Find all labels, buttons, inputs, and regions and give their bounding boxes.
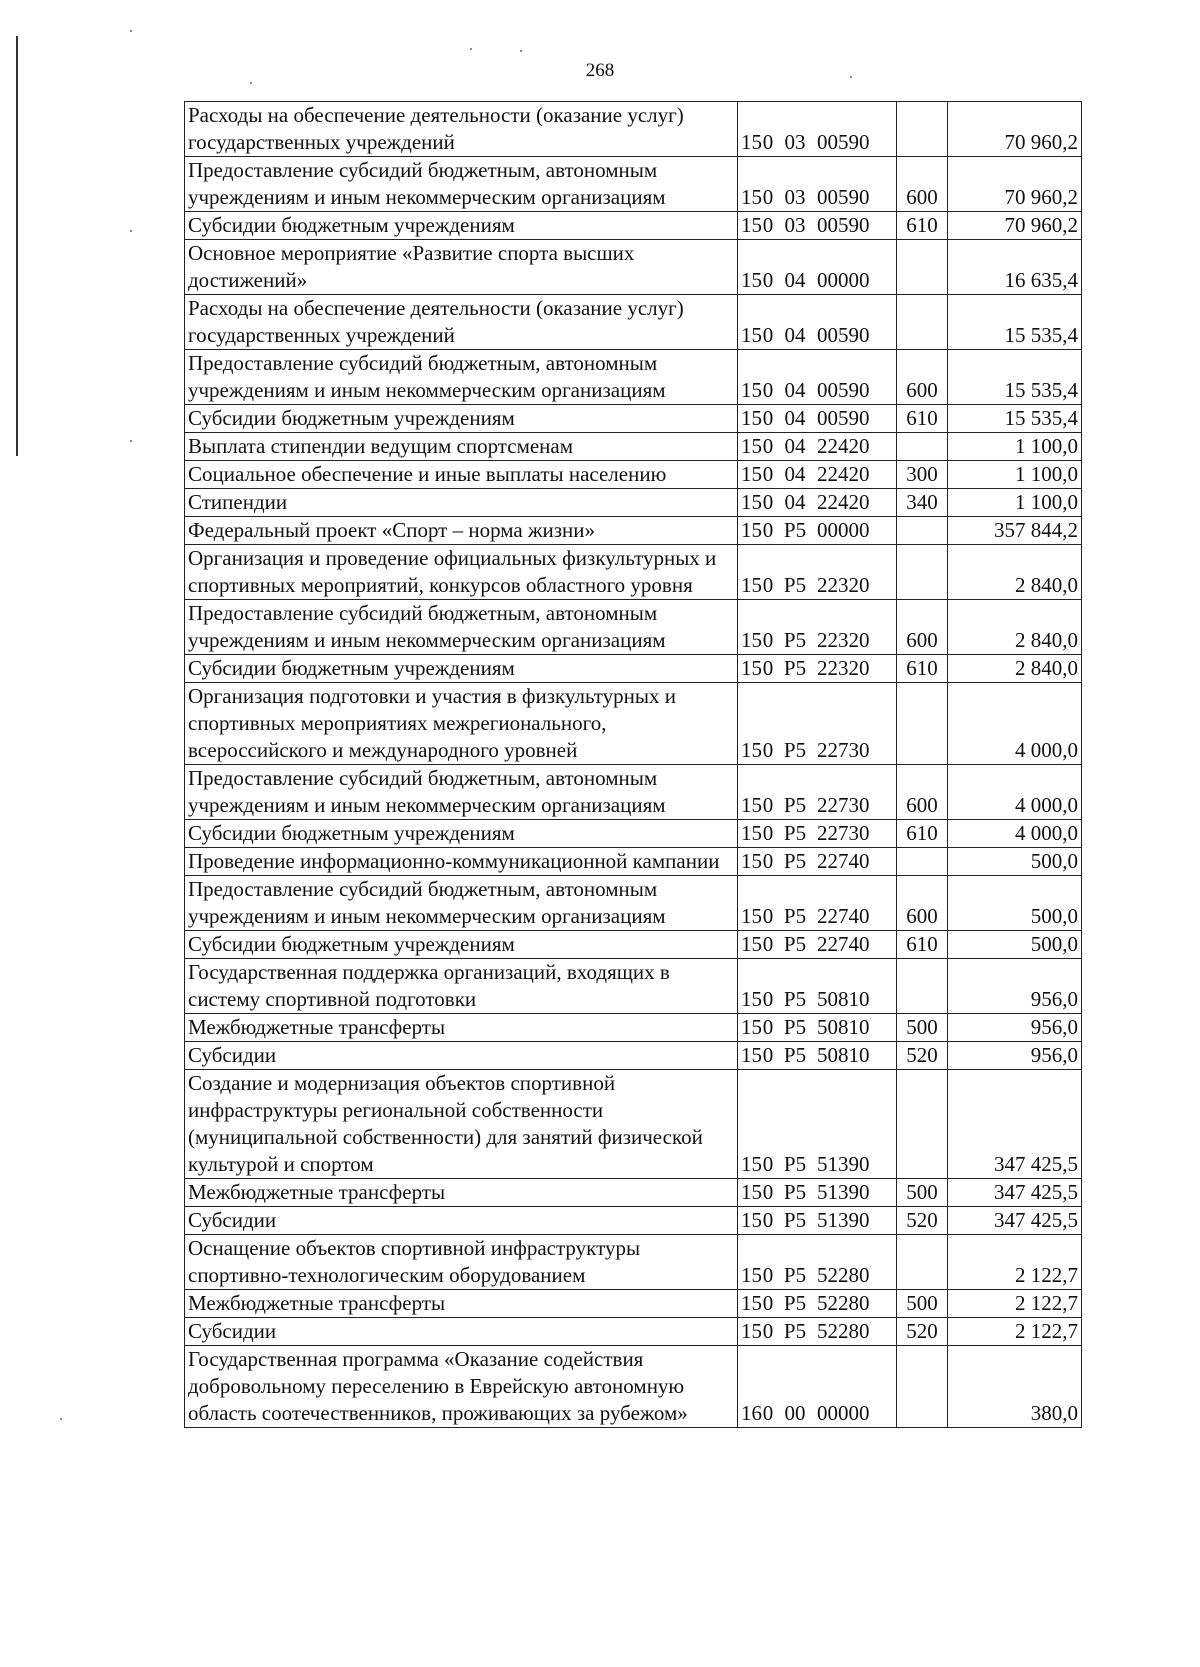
amount-cell: 2 122,7: [948, 1235, 1082, 1290]
table-row: [185, 212, 1082, 240]
amount-cell: 1 100,0: [948, 433, 1082, 461]
subprogram-code: 0: [762, 490, 774, 514]
table-row: [185, 157, 1082, 212]
scan-speck: [130, 30, 132, 32]
program-code: 15: [741, 573, 762, 597]
table-row: [185, 1346, 1082, 1428]
table-row: [185, 820, 1082, 848]
table-row: [185, 350, 1082, 405]
amount-cell: 347 425,5: [948, 1070, 1082, 1179]
table-row: [185, 1014, 1082, 1042]
program-code: 15: [741, 656, 762, 680]
program-code: 15: [741, 1015, 762, 1039]
activity-code: P5: [783, 1263, 807, 1287]
target-article-code-cell: [738, 1179, 897, 1207]
program-code: 15: [741, 406, 762, 430]
target-article-code-cell: [738, 655, 897, 683]
direction-code: 22740: [817, 904, 870, 928]
expense-name-cell: Предоставление субсидий бюджетным, автономным учреждениям и иным некоммерческим организациям: [185, 876, 738, 931]
subprogram-code: 0: [762, 628, 774, 652]
program-code: 15: [741, 904, 762, 928]
program-code: 15: [741, 1152, 762, 1176]
target-article-code-cell: [738, 959, 897, 1014]
program-code: 15: [741, 1263, 762, 1287]
expense-name-cell: Организация подготовки и участия в физкультурных и спортивных мероприятиях межрегионального, всероссийского и международного уровней: [185, 683, 738, 765]
direction-code: 00000: [817, 268, 870, 292]
expense-type-cell: [897, 959, 948, 1014]
expense-type-cell: 500: [897, 1179, 948, 1207]
direction-code: 00590: [817, 213, 870, 237]
expense-name-cell: Субсидии бюджетным учреждениям: [185, 931, 738, 959]
program-code: 15: [741, 738, 762, 762]
amount-cell: 4 000,0: [948, 765, 1082, 820]
table-row: [185, 876, 1082, 931]
subprogram-code: 0: [762, 462, 774, 486]
activity-code: P5: [783, 1291, 807, 1315]
target-article-code-cell: [738, 350, 897, 405]
expense-type-cell: 520: [897, 1042, 948, 1070]
amount-cell: 956,0: [948, 959, 1082, 1014]
target-article-code-cell: [738, 931, 897, 959]
target-article-code-cell: [738, 876, 897, 931]
table-row: [185, 489, 1082, 517]
direction-code: 22420: [817, 490, 870, 514]
activity-code: P5: [783, 849, 807, 873]
table-row: [185, 1042, 1082, 1070]
activity-code: P5: [783, 1152, 807, 1176]
amount-cell: 2 840,0: [948, 655, 1082, 683]
expense-name-cell: Предоставление субсидий бюджетным, автономным учреждениям и иным некоммерческим организациям: [185, 600, 738, 655]
expense-name-cell: Субсидии бюджетным учреждениям: [185, 655, 738, 683]
expense-type-cell: [897, 240, 948, 295]
expense-name-cell: Межбюджетные трансферты: [185, 1179, 738, 1207]
amount-cell: 500,0: [948, 876, 1082, 931]
direction-code: 52280: [817, 1291, 870, 1315]
activity-code: P5: [783, 628, 807, 652]
amount-cell: 15 535,4: [948, 405, 1082, 433]
table-row: [185, 1070, 1082, 1179]
table-row: [185, 600, 1082, 655]
expense-name-cell: Субсидии: [185, 1318, 738, 1346]
expense-name-cell: Создание и модернизация объектов спортивной инфраструктуры региональной собственности (муниципальной собственности) для занятий физической культурой и спортом: [185, 1070, 738, 1179]
subprogram-code: 0: [762, 932, 774, 956]
program-code: 15: [741, 268, 762, 292]
direction-code: 22740: [817, 849, 870, 873]
target-article-code-cell: [738, 683, 897, 765]
amount-cell: 347 425,5: [948, 1179, 1082, 1207]
expense-name-cell: Субсидии бюджетным учреждениям: [185, 212, 738, 240]
activity-code: P5: [783, 573, 807, 597]
expense-name-cell: Государственная поддержка организаций, входящих в систему спортивной подготовки: [185, 959, 738, 1014]
amount-cell: 15 535,4: [948, 350, 1082, 405]
expense-name-cell: Предоставление субсидий бюджетным, автономным учреждениям и иным некоммерческим организациям: [185, 765, 738, 820]
scan-margin-line: [16, 36, 18, 456]
subprogram-code: 0: [762, 1319, 774, 1343]
activity-code: 04: [784, 268, 806, 292]
scan-speck: [520, 50, 522, 52]
activity-code: 04: [784, 490, 806, 514]
table-row: [185, 295, 1082, 350]
expense-type-cell: 610: [897, 820, 948, 848]
direction-code: 22320: [817, 573, 870, 597]
expense-name-cell: Субсидии: [185, 1042, 738, 1070]
expense-type-cell: 340: [897, 489, 948, 517]
program-code: 15: [741, 1291, 762, 1315]
amount-cell: 1 100,0: [948, 461, 1082, 489]
subprogram-code: 0: [762, 1263, 774, 1287]
activity-code: P5: [783, 518, 807, 542]
expense-name-cell: Организация и проведение официальных физкультурных и спортивных мероприятий, конкурсов областного уровня: [185, 545, 738, 600]
expense-name-cell: Предоставление субсидий бюджетным, автономным учреждениям и иным некоммерческим организациям: [185, 350, 738, 405]
program-code: 15: [741, 462, 762, 486]
program-code: 15: [741, 628, 762, 652]
subprogram-code: 0: [762, 268, 774, 292]
target-article-code-cell: [738, 1290, 897, 1318]
amount-cell: 357 844,2: [948, 517, 1082, 545]
expense-type-cell: 600: [897, 350, 948, 405]
expense-type-cell: [897, 683, 948, 765]
table-row: [185, 517, 1082, 545]
direction-code: 22730: [817, 738, 870, 762]
amount-cell: 2 122,7: [948, 1318, 1082, 1346]
scan-speck: [60, 1418, 62, 1420]
target-article-code-cell: [738, 1318, 897, 1346]
direction-code: 50810: [817, 1043, 870, 1067]
subprogram-code: 0: [762, 849, 774, 873]
direction-code: 00590: [817, 406, 870, 430]
expense-type-cell: 610: [897, 931, 948, 959]
table-row: [185, 848, 1082, 876]
expense-name-cell: Выплата стипендии ведущим спортсменам: [185, 433, 738, 461]
program-code: 15: [741, 793, 762, 817]
target-article-code-cell: [738, 1014, 897, 1042]
amount-cell: 70 960,2: [948, 212, 1082, 240]
direction-code: 22740: [817, 932, 870, 956]
expense-type-cell: 610: [897, 212, 948, 240]
target-article-code-cell: [738, 102, 897, 157]
direction-code: 00000: [817, 518, 870, 542]
expense-type-cell: [897, 848, 948, 876]
amount-cell: 4 000,0: [948, 820, 1082, 848]
activity-code: P5: [783, 932, 807, 956]
target-article-code-cell: [738, 765, 897, 820]
subprogram-code: 0: [762, 434, 774, 458]
subprogram-code: 0: [762, 1043, 774, 1067]
subprogram-code: 0: [762, 738, 774, 762]
amount-cell: 70 960,2: [948, 102, 1082, 157]
activity-code: 03: [784, 185, 806, 209]
program-code: 15: [741, 1319, 762, 1343]
amount-cell: 2 840,0: [948, 600, 1082, 655]
amount-cell: 956,0: [948, 1014, 1082, 1042]
table-row: [185, 433, 1082, 461]
activity-code: P5: [783, 1208, 807, 1232]
direction-code: 00590: [817, 130, 870, 154]
activity-code: P5: [783, 987, 807, 1011]
expense-name-cell: Федеральный проект «Спорт – норма жизни»: [185, 517, 738, 545]
expense-type-cell: 520: [897, 1318, 948, 1346]
expense-name-cell: Субсидии: [185, 1207, 738, 1235]
amount-cell: 347 425,5: [948, 1207, 1082, 1235]
activity-code: 04: [784, 434, 806, 458]
direction-code: 00590: [817, 323, 870, 347]
direction-code: 22420: [817, 434, 870, 458]
target-article-code-cell: [738, 157, 897, 212]
table-row: [185, 1318, 1082, 1346]
subprogram-code: 0: [762, 904, 774, 928]
program-code: 15: [741, 323, 762, 347]
subprogram-code: 0: [762, 323, 774, 347]
table-row: [185, 959, 1082, 1014]
subprogram-code: 0: [762, 185, 774, 209]
subprogram-code: 0: [762, 1291, 774, 1315]
table-row: [185, 405, 1082, 433]
activity-code: 04: [784, 378, 806, 402]
budget-table: [184, 101, 1082, 1428]
expense-type-cell: 500: [897, 1290, 948, 1318]
activity-code: 03: [784, 130, 806, 154]
table-row: [185, 931, 1082, 959]
target-article-code-cell: [738, 545, 897, 600]
scan-speck: [250, 82, 252, 84]
direction-code: 50810: [817, 987, 870, 1011]
subprogram-code: 0: [762, 1208, 774, 1232]
program-code: 15: [741, 821, 762, 845]
expense-type-cell: 610: [897, 405, 948, 433]
expense-name-cell: Межбюджетные трансферты: [185, 1290, 738, 1318]
activity-code: P5: [783, 1043, 807, 1067]
program-code: 15: [741, 1180, 762, 1204]
direction-code: 22320: [817, 656, 870, 680]
expense-type-cell: 520: [897, 1207, 948, 1235]
expense-name-cell: Межбюджетные трансферты: [185, 1014, 738, 1042]
direction-code: 51390: [817, 1208, 870, 1232]
program-code: 15: [741, 932, 762, 956]
table-row: [185, 545, 1082, 600]
table-row: [185, 461, 1082, 489]
expense-name-cell: Субсидии бюджетным учреждениям: [185, 820, 738, 848]
program-code: 15: [741, 987, 762, 1011]
table-row: [185, 765, 1082, 820]
program-code: 15: [741, 1043, 762, 1067]
subprogram-code: 0: [762, 821, 774, 845]
amount-cell: 956,0: [948, 1042, 1082, 1070]
subprogram-code: 0: [762, 518, 774, 542]
direction-code: 51390: [817, 1152, 870, 1176]
subprogram-code: 0: [762, 406, 774, 430]
expense-name-cell: Оснащение объектов спортивной инфраструктуры спортивно-технологическим оборудованием: [185, 1235, 738, 1290]
target-article-code-cell: [738, 848, 897, 876]
activity-code: P5: [783, 904, 807, 928]
amount-cell: 15 535,4: [948, 295, 1082, 350]
target-article-code-cell: [738, 489, 897, 517]
target-article-code-cell: [738, 820, 897, 848]
table-row: [185, 1207, 1082, 1235]
expense-name-cell: Государственная программа «Оказание содействия добровольному переселению в Еврейскую автономную область соотечественников, проживающих за рубежом»: [185, 1346, 738, 1428]
direction-code: 22320: [817, 628, 870, 652]
expense-name-cell: Стипендии: [185, 489, 738, 517]
expense-type-cell: 610: [897, 655, 948, 683]
direction-code: 00000: [817, 1401, 870, 1425]
target-article-code-cell: [738, 1207, 897, 1235]
subprogram-code: 0: [762, 656, 774, 680]
program-code: 15: [741, 434, 762, 458]
expense-type-cell: [897, 295, 948, 350]
program-code: 15: [741, 130, 762, 154]
amount-cell: 380,0: [948, 1346, 1082, 1428]
subprogram-code: 0: [762, 130, 774, 154]
table-row: [185, 655, 1082, 683]
subprogram-code: 0: [762, 793, 774, 817]
target-article-code-cell: [738, 295, 897, 350]
direction-code: 52280: [817, 1319, 870, 1343]
activity-code: 04: [784, 323, 806, 347]
program-code: 15: [741, 213, 762, 237]
table-row: [185, 1179, 1082, 1207]
direction-code: 22730: [817, 793, 870, 817]
activity-code: P5: [783, 1319, 807, 1343]
activity-code: 04: [784, 462, 806, 486]
expense-name-cell: Расходы на обеспечение деятельности (оказание услуг) государственных учреждений: [185, 102, 738, 157]
expense-type-cell: 300: [897, 461, 948, 489]
table-row: [185, 1290, 1082, 1318]
amount-cell: 70 960,2: [948, 157, 1082, 212]
scan-speck: [130, 440, 132, 442]
subprogram-code: 0: [762, 1015, 774, 1039]
direction-code: 00590: [817, 378, 870, 402]
expense-name-cell: Основное мероприятие «Развитие спорта высших достижений»: [185, 240, 738, 295]
page-number: 268: [585, 60, 615, 81]
program-code: 15: [741, 490, 762, 514]
amount-cell: 4 000,0: [948, 683, 1082, 765]
expense-name-cell: Проведение информационно-коммуникационной кампании: [185, 848, 738, 876]
activity-code: 04: [784, 406, 806, 430]
target-article-code-cell: [738, 212, 897, 240]
direction-code: 52280: [817, 1263, 870, 1287]
activity-code: P5: [783, 1180, 807, 1204]
subprogram-code: 0: [762, 1401, 774, 1425]
amount-cell: 2 840,0: [948, 545, 1082, 600]
program-code: 15: [741, 849, 762, 873]
direction-code: 22420: [817, 462, 870, 486]
amount-cell: 2 122,7: [948, 1290, 1082, 1318]
target-article-code-cell: [738, 1070, 897, 1179]
expense-type-cell: [897, 433, 948, 461]
expense-type-cell: [897, 102, 948, 157]
target-article-code-cell: [738, 1346, 897, 1428]
target-article-code-cell: [738, 433, 897, 461]
expense-type-cell: 600: [897, 876, 948, 931]
activity-code: 00: [784, 1401, 806, 1425]
scan-speck: [470, 48, 472, 50]
direction-code: 00590: [817, 185, 870, 209]
target-article-code-cell: [738, 1235, 897, 1290]
expense-name-cell: Социальное обеспечение и иные выплаты населению: [185, 461, 738, 489]
target-article-code-cell: [738, 600, 897, 655]
expense-name-cell: Расходы на обеспечение деятельности (оказание услуг) государственных учреждений: [185, 295, 738, 350]
activity-code: P5: [783, 821, 807, 845]
table-row: [185, 240, 1082, 295]
activity-code: P5: [783, 1015, 807, 1039]
target-article-code-cell: [738, 240, 897, 295]
subprogram-code: 0: [762, 378, 774, 402]
target-article-code-cell: [738, 405, 897, 433]
budget-table-body: [185, 102, 1082, 1428]
target-article-code-cell: [738, 1042, 897, 1070]
target-article-code-cell: [738, 517, 897, 545]
expense-name-cell: Предоставление субсидий бюджетным, автономным учреждениям и иным некоммерческим организациям: [185, 157, 738, 212]
expense-type-cell: [897, 1235, 948, 1290]
program-code: 15: [741, 518, 762, 542]
expense-type-cell: [897, 1346, 948, 1428]
table-row: [185, 1235, 1082, 1290]
expense-type-cell: [897, 1070, 948, 1179]
activity-code: 03: [784, 213, 806, 237]
direction-code: 22730: [817, 821, 870, 845]
direction-code: 50810: [817, 1015, 870, 1039]
program-code: 15: [741, 1208, 762, 1232]
program-code: 15: [741, 185, 762, 209]
subprogram-code: 0: [762, 573, 774, 597]
expense-type-cell: 600: [897, 157, 948, 212]
expense-type-cell: [897, 517, 948, 545]
expense-type-cell: 600: [897, 600, 948, 655]
table-row: [185, 683, 1082, 765]
target-article-code-cell: [738, 461, 897, 489]
expense-type-cell: 600: [897, 765, 948, 820]
direction-code: 51390: [817, 1180, 870, 1204]
expense-type-cell: [897, 545, 948, 600]
activity-code: P5: [783, 738, 807, 762]
activity-code: P5: [783, 656, 807, 680]
subprogram-code: 0: [762, 987, 774, 1011]
expense-type-cell: 500: [897, 1014, 948, 1042]
amount-cell: 500,0: [948, 848, 1082, 876]
subprogram-code: 0: [762, 213, 774, 237]
table-row: [185, 102, 1082, 157]
subprogram-code: 0: [762, 1152, 774, 1176]
program-code: 15: [741, 378, 762, 402]
activity-code: P5: [783, 793, 807, 817]
scan-speck: [130, 230, 132, 232]
subprogram-code: 0: [762, 1180, 774, 1204]
amount-cell: 500,0: [948, 931, 1082, 959]
program-code: 16: [741, 1401, 762, 1425]
amount-cell: 1 100,0: [948, 489, 1082, 517]
amount-cell: 16 635,4: [948, 240, 1082, 295]
expense-name-cell: Субсидии бюджетным учреждениям: [185, 405, 738, 433]
